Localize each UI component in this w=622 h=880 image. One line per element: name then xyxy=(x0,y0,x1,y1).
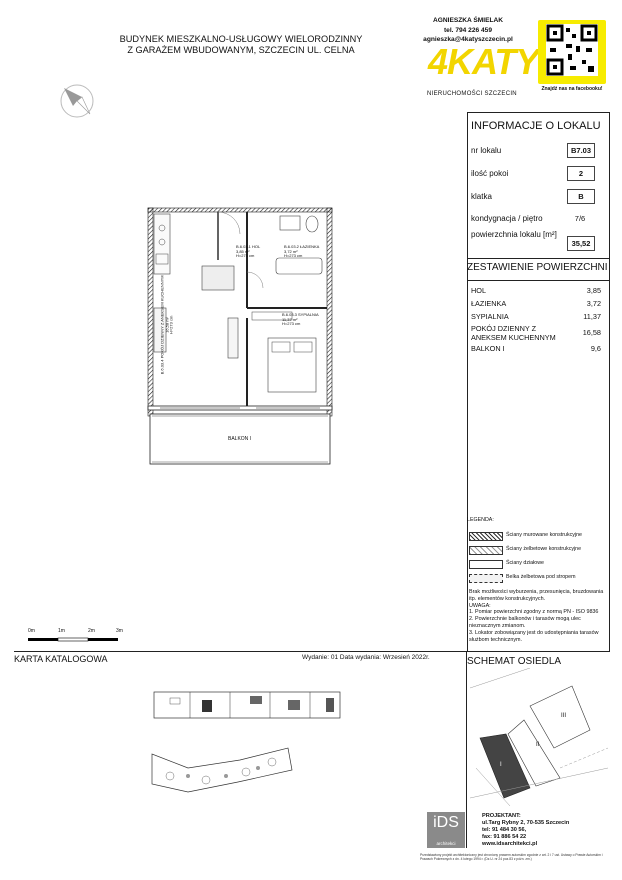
notes-n2: 2. Powierzchnie balkonów i tarasów mogą ulec nieznacznym zmianom. xyxy=(469,616,581,629)
scheme-label-iii: III xyxy=(561,713,567,719)
zest-value: 9,6 xyxy=(590,344,601,353)
zest-top-line xyxy=(467,258,610,259)
info-label-floor: kondygnacja / piętro xyxy=(471,214,543,223)
info-heading: INFORMACJE O LOKALU xyxy=(471,120,601,132)
door-swing xyxy=(247,272,263,288)
zest-row xyxy=(471,345,601,354)
zest-label: SYPIALNIA xyxy=(471,312,509,321)
legend-label: Ściany żelbetowe konstrukcyjne xyxy=(506,546,582,552)
zest-label: BALKON I xyxy=(471,344,505,353)
scale-tick-2: 2m xyxy=(88,628,95,634)
frame-bottom-line xyxy=(14,651,610,652)
ids-logo-text: iDS xyxy=(433,814,459,831)
notes-uwaga: UWAGA: xyxy=(469,602,491,609)
zest-label: ŁAZIENKA xyxy=(471,299,507,308)
plan-hol-name: B.6.03.1 HOL xyxy=(236,244,261,249)
plan-syp-height: H=273 cm xyxy=(282,321,301,327)
plan-label-balkon: BALKON I xyxy=(228,436,252,442)
projektant xyxy=(482,813,607,848)
scale-tick-1: 1m xyxy=(58,628,65,634)
tv-unit xyxy=(228,318,238,358)
info-value-area: 35,52 xyxy=(567,236,595,251)
scale-bar xyxy=(28,636,124,644)
plan-pokoj-height: H=273 cm xyxy=(168,315,174,335)
scale-tick-3: 3m xyxy=(116,628,123,634)
wall-left xyxy=(148,208,153,416)
frame-divider-vertical xyxy=(467,112,468,651)
agent-phone: tel. 794 226 459 xyxy=(443,26,493,34)
dining-table xyxy=(202,266,234,290)
plan-label-syp xyxy=(282,313,319,327)
notes-n1: 1. Pomiar powierzchni zgodny z normą PN - ISO 9836 xyxy=(469,609,599,616)
project-title xyxy=(96,34,386,56)
zest-row xyxy=(471,300,601,309)
legend-swatch-partition xyxy=(469,560,503,569)
info-value-floor: 7/6 xyxy=(574,214,586,223)
toilet xyxy=(306,216,318,232)
building-floor-strip xyxy=(150,686,350,726)
notes-n3: 3. Lokator zobowiązany jest do udostępniania tarasów służbom technicznym. xyxy=(469,629,599,643)
kitchen-counter xyxy=(154,214,170,274)
plan-label-hol xyxy=(236,245,260,259)
legend-label: Ściany działowe xyxy=(506,560,544,566)
projektant-tel: tel: 91 484 30 56, xyxy=(482,827,527,833)
plan-hol-area: 3,85 m² xyxy=(236,248,250,254)
zest-label: HOL xyxy=(471,286,487,295)
zestawienie-heading: ZESTAWIENIE POWIERZCHNI xyxy=(467,262,608,273)
notes-line1: Brak możliwości wyburzenia, przesunięcia, bruzdowania itp. elementów konstrukcyjnych. xyxy=(469,589,604,602)
plan-label-pokoj xyxy=(161,275,175,374)
zest-value: 16,58 xyxy=(582,328,601,337)
agent-email[interactable]: agnieszka@4katyszczecin.pl xyxy=(423,36,513,43)
plan-laz-name: B.6.03.2 ŁAZIENKA xyxy=(284,244,320,249)
frame-top-line xyxy=(467,112,610,113)
copyright-footnote: Przedstawiony projekt architektoniczny jest chroniony prawem autorskim zgodnie z art. 2 i 7 ust. Ustawy o Prawie Autorskim i Prawach Pokrewnych z dn. 4 lutego 1994 r. (Dz.U. nr 24 poz.83 z późn. zm.) xyxy=(420,853,603,861)
plan-label-laz xyxy=(284,245,319,259)
wall-top xyxy=(148,208,332,212)
agency-logo-sub: NIERUCHOMOŚCI SZCZECIN xyxy=(427,91,517,97)
ids-logo-sub: architekci xyxy=(436,841,456,846)
scheme-label-ii: II xyxy=(536,742,540,748)
info-label-rooms: ilość pokoi xyxy=(471,169,509,178)
projektant-www[interactable]: www.idsarchitekci.pl xyxy=(482,841,538,847)
agent-name: AGNIESZKA ŚMIELAK xyxy=(432,17,504,24)
wall-right xyxy=(327,208,332,416)
plan-laz-height: H=273 cm xyxy=(284,253,303,259)
legend xyxy=(467,517,607,580)
zest-value: 3,85 xyxy=(586,286,601,295)
schemat-heading: SCHEMAT OSIEDLA xyxy=(467,656,562,667)
wydanie: Wydanie: 01 Data wydania: Wrzesień 2022r. xyxy=(302,654,430,661)
plan-laz-area: 3,72 m² xyxy=(284,248,298,254)
project-title-line2: Z GARAŻEM WBUDOWANYM, SZCZECIN UL. CELNA xyxy=(127,45,355,55)
zest-row xyxy=(471,313,601,322)
projektant-fax: fax: 91 886 54 22 xyxy=(482,834,527,840)
projektant-title: PROJEKTANT: xyxy=(482,813,521,819)
info-label-nr: nr lokalu xyxy=(471,146,502,155)
plan-pokoj-name: B.6.03.4 POKÓJ DZIENNY Z ANEKSEM KUCHENNYM xyxy=(159,275,165,375)
legend-swatch-masonry xyxy=(469,532,503,541)
site-plan-drawing xyxy=(148,740,298,800)
zest-sub-line xyxy=(467,280,610,281)
legend-swatch-concrete xyxy=(469,546,503,555)
qr-pattern-icon xyxy=(546,24,598,76)
bathtub xyxy=(276,258,322,274)
frame-schemat-divider xyxy=(466,651,467,848)
zest-value: 3,72 xyxy=(586,299,601,308)
karta-katalogowa: KARTA KATALOGOWA xyxy=(14,654,108,664)
door-swing xyxy=(218,212,240,234)
legend-label: Ściany murowane konstrukcyjne xyxy=(506,532,582,538)
frame-divider-right xyxy=(609,112,610,651)
agency-logo: 4KATY xyxy=(428,41,539,82)
legend-swatch-beam xyxy=(469,574,503,583)
plan-pokoj-area: 16,58 m² xyxy=(164,317,170,333)
notes xyxy=(469,589,609,643)
projektant-address: ul.Targ Rybny 2, 70-535 Szczecin xyxy=(482,820,570,826)
estate-scheme-map xyxy=(470,668,608,808)
qr-code[interactable] xyxy=(538,20,606,84)
building-iii xyxy=(530,686,590,748)
qr-caption: Znajdź nas na facebooku! xyxy=(541,86,603,92)
info-label-stair: klatka xyxy=(471,192,492,201)
legend-title: LEGENDA: xyxy=(467,517,494,523)
info-value-nr: B7.03 xyxy=(567,143,595,158)
info-value-rooms: 2 xyxy=(567,166,595,181)
info-value-stair: B xyxy=(567,189,595,204)
project-title-line1: BUDYNEK MIESZKALNO-USŁUGOWY WIELORODZINNY xyxy=(119,34,363,44)
scale-tick-0: 0m xyxy=(28,628,35,634)
zest-row xyxy=(471,287,601,296)
scheme-label-i: I xyxy=(500,762,502,768)
washbasin xyxy=(280,216,300,230)
plan-syp-name: B.6.03.3 SYPIALNIA xyxy=(282,312,319,317)
info-label-area: powierzchnia lokalu [m²] xyxy=(471,230,557,239)
ids-logo xyxy=(427,812,465,848)
zest-label: POKÓJ DZIENNY Z ANEKSEM KUCHENNYM xyxy=(471,324,556,342)
north-arrow-icon xyxy=(58,82,96,120)
plan-syp-area: 11,37 m² xyxy=(282,316,298,322)
zest-value: 11,37 xyxy=(583,312,601,321)
plan-hol-height: H=273 cm xyxy=(236,253,255,259)
zest-row xyxy=(471,325,601,342)
legend-label: Belka żelbetowa pod stropem xyxy=(506,574,576,580)
